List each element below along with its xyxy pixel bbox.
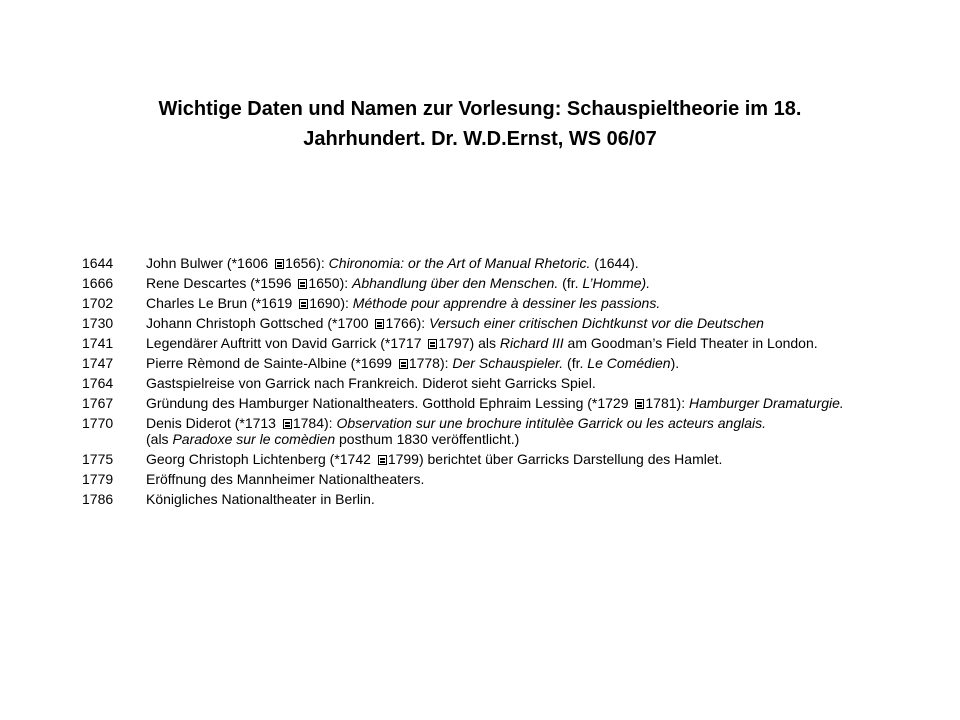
death-cross-icon [298, 279, 307, 289]
entry-work: Observation sur une brochure intitulèe Garrick ou les acteurs anglais. [336, 415, 767, 431]
entry-work-2: Le Comédien [587, 355, 671, 371]
entry-work: Hamburger Dramaturgie. [688, 395, 844, 411]
entry-work: Chironomia: or the Art of Manual Rhetoric. [328, 255, 591, 271]
entry-text: Königliches Nationaltheater in Berlin. [146, 491, 375, 507]
entry-death: 1766): [385, 315, 430, 331]
entry-text [146, 355, 874, 371]
entry-year: 1644 [82, 255, 114, 271]
entry-year: 1786 [82, 491, 114, 507]
entry-person: Gründung des Hamburger Nationaltheaters. Gotthold Ephraim Lessing (*1729 [146, 395, 633, 411]
death-cross-icon [275, 259, 284, 269]
entry-text [146, 275, 874, 291]
list-item [82, 295, 882, 311]
death-cross-icon [399, 359, 408, 369]
entry-death: 1799) berichtet über Garricks Darstellung des Hamlet. [387, 451, 723, 467]
list-item [82, 491, 882, 507]
list-item [82, 355, 882, 371]
title-line-1: Wichtige Daten und Namen zur Vorlesung: Schauspieltheorie im 18. [158, 98, 802, 120]
entry-text [146, 415, 874, 447]
entry-death: 1778): [408, 355, 453, 371]
entry-year: 1747 [82, 355, 114, 371]
list-item [82, 451, 882, 467]
list-item [82, 315, 882, 331]
entry-work: Richard III [499, 335, 564, 351]
entry-year: 1775 [82, 451, 114, 467]
entry-person: John Bulwer (*1606 [146, 255, 273, 271]
death-cross-icon [378, 455, 387, 465]
list-item [82, 471, 882, 487]
list-item [82, 275, 882, 291]
entry-year: 1779 [82, 471, 114, 487]
entry-text: Gastspielreise von Garrick nach Frankreich. Diderot sieht Garricks Spiel. [146, 375, 596, 391]
entry-year: 1702 [82, 295, 114, 311]
entry-person: Johann Christoph Gottsched (*1700 [146, 315, 373, 331]
list-item [82, 375, 882, 391]
entry-person: Georg Christoph Lichtenberg (*1742 [146, 451, 375, 467]
entry-text [146, 395, 874, 411]
entry-work: Der Schauspieler. [452, 355, 564, 371]
list-item [82, 255, 882, 271]
death-cross-icon [299, 299, 308, 309]
entry-death: 1656): [285, 255, 329, 271]
list-item [82, 395, 882, 411]
entry-rest: am Goodman’s Field Theater in London. [563, 335, 818, 351]
death-cross-icon [375, 319, 384, 329]
entry-person: Pierre Rèmond de Sainte-Albine (*1699 [146, 355, 396, 371]
entry-work: Versuch einer critischen Dichtkunst vor die Deutschen [429, 315, 764, 331]
entry-text [146, 335, 874, 351]
title-line-2: Jahrhundert. Dr. W.D.Ernst, WS 06/07 [303, 128, 657, 150]
list-item [82, 415, 882, 447]
entry-death: 1690): [309, 295, 353, 311]
entry-line2-work: Paradoxe sur le comèdien [172, 431, 336, 447]
entry-work: Abhandlung über den Menschen. [352, 275, 559, 291]
timeline-list [82, 255, 882, 511]
entry-year: 1741 [82, 335, 114, 351]
death-cross-icon [635, 399, 644, 409]
entry-rest: (1644). [590, 255, 639, 271]
entry-person: Legendärer Auftritt von David Garrick (*1717 [146, 335, 426, 351]
entry-mid: (fr. [563, 355, 588, 371]
entry-text [146, 255, 874, 271]
entry-year: 1666 [82, 275, 114, 291]
entry-text [146, 315, 874, 331]
entry-text: Eröffnung des Mannheimer Nationaltheaters. [146, 471, 425, 487]
list-item [82, 335, 882, 351]
entry-death: 1797) als [438, 335, 500, 351]
entry-rest: ). [670, 355, 680, 371]
entry-text [146, 451, 874, 467]
entry-year: 1767 [82, 395, 114, 411]
entry-mid: (fr. [558, 275, 583, 291]
entry-text [146, 295, 874, 311]
entry-death: 1781): [645, 395, 689, 411]
death-cross-icon [428, 339, 437, 349]
entry-line2-rest: posthum 1830 veröffentlicht.) [335, 431, 520, 447]
page-title [60, 94, 900, 154]
entry-person: Charles Le Brun (*1619 [146, 295, 297, 311]
entry-work: Méthode pour apprendre à dessiner les passions. [352, 295, 661, 311]
entry-person: Denis Diderot (*1713 [146, 415, 280, 431]
entry-line2-pre: (als [146, 431, 173, 447]
entry-work-2: L’Homme). [582, 275, 651, 291]
entry-year: 1770 [82, 415, 114, 431]
death-cross-icon [283, 419, 292, 429]
entry-year: 1764 [82, 375, 114, 391]
entry-person: Rene Descartes (*1596 [146, 275, 296, 291]
entry-year: 1730 [82, 315, 114, 331]
entry-death: 1650): [308, 275, 353, 291]
entry-death: 1784): [292, 415, 337, 431]
